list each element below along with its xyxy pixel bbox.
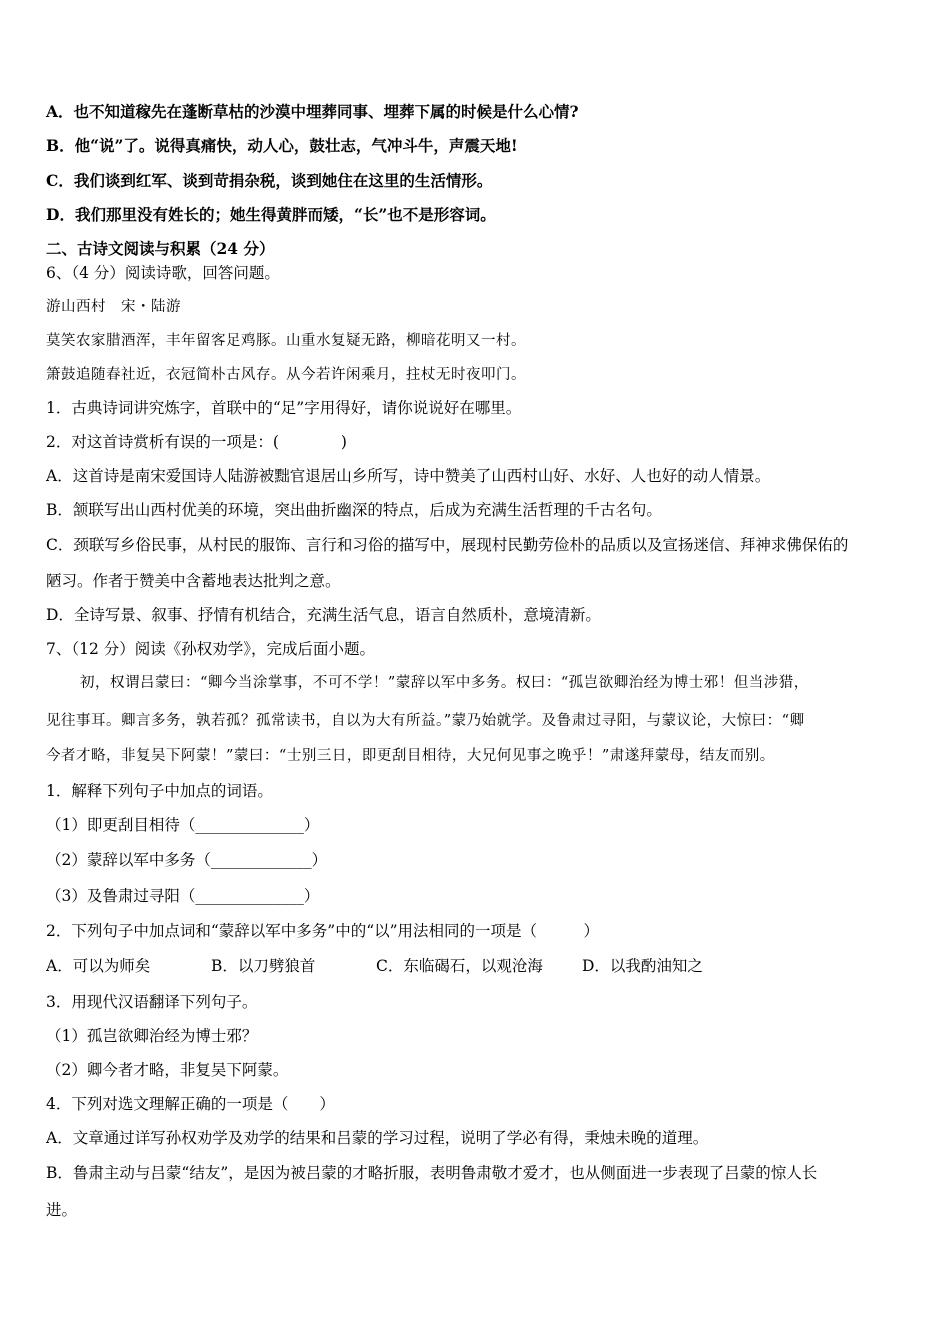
- q7-sub1-item-2: （2）蒙辞以军中多务（_____________）: [46, 851, 328, 869]
- section1-option-a: A．也不知道稼先在蓬断草枯的沙漠中埋葬同事、埋葬下属的时候是什么心情?: [46, 102, 579, 121]
- q7-sub2-option-b: B．以刀劈狼首: [211, 957, 316, 975]
- section1-option-d: D．我们那里没有姓长的；她生得黄胖而矮，“长”也不是形容词。: [46, 205, 496, 224]
- q7-sub3-item-1: （1）孤岂欲卿治经为博士邪？: [46, 1027, 258, 1045]
- q6-sub2: 2．对这首诗赏析有误的一项是：( ): [46, 433, 347, 451]
- q7-sub2-options: [46, 956, 906, 976]
- q7-sub4-option-b-line2: 进。: [46, 1201, 78, 1219]
- q7-sub2-option-d: D．以我酌油知之: [582, 957, 703, 975]
- q7-sub1: 1．解释下列句子中加点的词语。: [46, 782, 273, 800]
- q7-sub2-option-a: A．可以为师矣: [46, 957, 151, 975]
- passage-line-2: 见往事耳。卿言多务，孰若孤？孤常读书，自以为大有所益。”蒙乃始就学。及鲁肃过寻阳，与蒙议论，大惊曰：“卿: [46, 713, 805, 729]
- poem-line-2: 箫鼓追随春社近，衣冠简朴古风存。从今若许闲乘月，拄杖无时夜叩门。: [46, 367, 526, 383]
- q6-option-a: A．这首诗是南宋爱国诗人陆游被黜官退居山乡所写，诗中赞美了山西村山好、水好、人也好的动人情景。: [46, 467, 771, 485]
- section1-option-c: C．我们谈到红军、谈到苛捐杂税，谈到她住在这里的生活情形。: [46, 171, 493, 190]
- section1-option-b: B．他“说”了。说得真痛快，动人心，鼓壮志，气冲斗牛，声震天地!: [46, 136, 518, 155]
- poem-line-1: 莫笑农家腊酒浑，丰年留客足鸡豚。山重水复疑无路，柳暗花明又一村。: [46, 333, 526, 349]
- q6-sub1: 1．古典诗词讲究炼字，首联中的“足”字用得好，请你说说好在哪里。: [46, 399, 522, 417]
- q7-sub4-option-b-line1: B．鲁肃主动与吕蒙“结友”，是因为被吕蒙的才略折服，表明鲁肃敬才爱才，也从侧面进一步表现了吕蒙的惊人长: [46, 1164, 818, 1182]
- section2-heading: 二、古诗文阅读与积累（24 分）: [46, 239, 275, 258]
- q7-sub4-option-a: A．文章通过详写孙权劝学及劝学的结果和吕蒙的学习过程，说明了学必有得，秉烛未晚的道理。: [46, 1129, 709, 1147]
- q7-sub3: 3．用现代汉语翻译下列句子。: [46, 993, 258, 1011]
- q6-option-c-line1: C．颈联写乡俗民事，从村民的服饰、言行和习俗的描写中，展现村民勤劳俭朴的品质以及宣扬迷信、拜神求佛保佑的: [46, 536, 849, 554]
- q7-sub1-item-1: （1）即更刮目相待（______________）: [46, 816, 320, 834]
- passage-line-3: 今者才略，非复吴下阿蒙！”蒙曰：“士别三日，即更刮目相待，大兄何见事之晚乎！”肃遂拜蒙母，结友而别。: [46, 748, 775, 764]
- q7-sub1-item-3: （3）及鲁肃过寻阳（______________）: [46, 887, 320, 905]
- q6-option-d: D．全诗写景、叙事、抒情有机结合，充满生活气息，语言自然质朴，意境清新。: [46, 606, 601, 624]
- q7-sub4: 4．下列对选文理解正确的一项是（ ）: [46, 1095, 335, 1113]
- q7-sub2: 2．下列句子中加点词和“蒙辞以军中多务”中的“以”用法相同的一项是（ ）: [46, 922, 600, 940]
- poem-title: 游山西村 宋・陆游: [46, 299, 181, 315]
- q6-option-c-line2: 陋习。作者于赞美中含蓄地表达批判之意。: [46, 572, 341, 590]
- q7-sub2-option-c: C．东临碣石，以观沧海: [376, 957, 543, 975]
- q6-option-b: B．颔联写出山西村优美的环境，突出曲折幽深的特点，后成为充满生活哲理的千古名句。: [46, 501, 662, 519]
- passage-line-1: 初，权谓吕蒙曰：“卿今当涂掌事，不可不学！”蒙辞以军中多务。权曰：“孤岂欲卿治经为博士邪！但当涉猎，: [80, 675, 809, 691]
- q7-intro: 7、（12 分）阅读《孙权劝学》，完成后面小题。: [46, 640, 376, 658]
- q6-intro: 6、（4 分）阅读诗歌，回答问题。: [46, 264, 280, 282]
- q7-sub3-item-2: （2）卿今者才略，非复吴下阿蒙。: [46, 1061, 289, 1079]
